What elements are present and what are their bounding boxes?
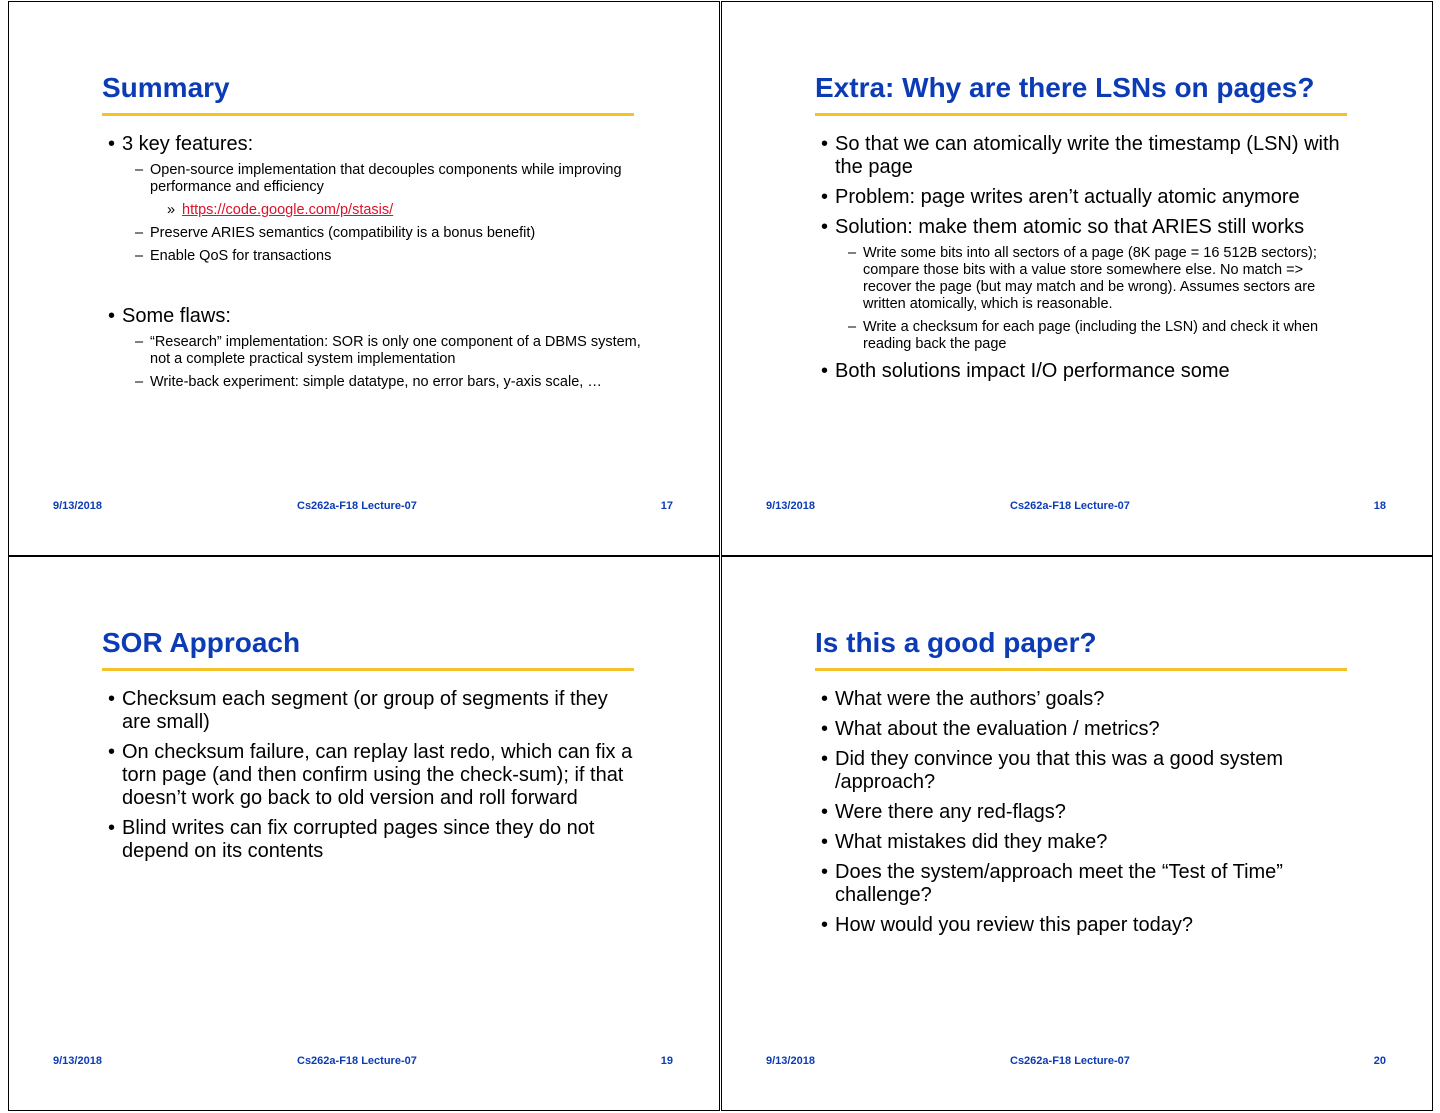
- slide-body: [815, 681, 1355, 937]
- bullet-text: Enable QoS for transactions: [150, 248, 332, 264]
- bullet-text: Were there any red-flags?: [835, 801, 1066, 823]
- bullet-marker: •: [821, 914, 829, 936]
- bullet-marker: •: [108, 741, 116, 763]
- bullet-item: [102, 202, 642, 219]
- bullet-marker: »: [167, 202, 176, 218]
- bullet-marker: •: [108, 305, 116, 327]
- bullet-item: [102, 162, 642, 196]
- bullet-marker: –: [848, 245, 857, 261]
- bullet-marker: –: [135, 374, 144, 390]
- title-underline: [815, 113, 1347, 116]
- bullet-item: [815, 801, 1355, 824]
- footer-date: 9/13/2018: [53, 500, 102, 512]
- bullet-text: What mistakes did they make?: [835, 831, 1108, 853]
- bullet-item: [815, 748, 1355, 794]
- bullet-text: What were the authors’ goals?: [835, 688, 1105, 710]
- slide-number: 20: [1373, 1055, 1386, 1067]
- bullet-text: Does the system/approach meet the “Test of Time” challenge?: [835, 861, 1283, 906]
- footer-date: 9/13/2018: [766, 500, 815, 512]
- slide-number: 18: [1373, 500, 1386, 512]
- bullet-text: Problem: page writes aren’t actually atomic anymore: [835, 186, 1300, 208]
- bullet-item: [815, 861, 1355, 907]
- footer-course: Cs262a-F18 Lecture-07: [297, 500, 417, 512]
- slide-body: [815, 126, 1355, 383]
- title-underline: [102, 113, 634, 116]
- bullet-marker: •: [821, 133, 829, 155]
- bullet-text: Both solutions impact I/O performance some: [835, 360, 1230, 382]
- bullet-text: Write-back experiment: simple datatype, no error bars, y-axis scale, …: [150, 374, 602, 390]
- bullet-item: [102, 133, 642, 156]
- bullet-item: [815, 186, 1355, 209]
- bullet-item: [102, 817, 642, 863]
- bullet-marker: •: [108, 133, 116, 155]
- bullet-item: [815, 914, 1355, 937]
- slide-20: [721, 556, 1433, 1111]
- bullet-marker: •: [821, 861, 829, 883]
- bullet-item: [102, 688, 642, 734]
- slide-body: [102, 681, 642, 863]
- slide-number: 19: [660, 1055, 673, 1067]
- slide-19: [8, 556, 720, 1111]
- footer-course: Cs262a-F18 Lecture-07: [1010, 1055, 1130, 1067]
- bullet-item: [815, 360, 1355, 383]
- bullet-item: [815, 216, 1355, 239]
- bullet-item: [815, 831, 1355, 854]
- bullet-marker: •: [821, 216, 829, 238]
- bullet-marker: –: [135, 334, 144, 350]
- slide-title: Extra: Why are there LSNs on pages?: [815, 72, 1315, 103]
- bullet-text: Write a checksum for each page (including the LSN) and check it when reading back the page: [863, 319, 1319, 352]
- bullet-marker: •: [821, 801, 829, 823]
- bullet-text: On checksum failure, can replay last redo, which can fix a torn page (and then confirm using the check-sum); if that doesn’t work go back to old version and roll forward: [122, 741, 633, 809]
- url-link[interactable]: https://code.google.com/p/stasis/: [182, 202, 394, 218]
- bullet-item: [102, 741, 642, 810]
- footer-date: 9/13/2018: [53, 1055, 102, 1067]
- spacer: [102, 265, 642, 298]
- bullet-item: [102, 305, 642, 328]
- bullet-marker: •: [821, 186, 829, 208]
- bullet-text: 3 key features:: [122, 133, 254, 155]
- bullet-item: [102, 374, 642, 391]
- bullet-marker: •: [821, 831, 829, 853]
- bullet-text: What about the evaluation / metrics?: [835, 718, 1160, 740]
- bullet-text: How would you review this paper today?: [835, 914, 1193, 936]
- title-underline: [102, 668, 634, 671]
- bullet-text: Blind writes can fix corrupted pages since they do not depend on its contents: [122, 817, 595, 862]
- bullet-text: Write some bits into all sectors of a page (8K page = 16 512B sectors); compare those bits with a value store somewhere else. No match => recover the page (but may match and be wrong). Assumes sectors are written atomically, which is reasonable.: [863, 245, 1317, 312]
- bullet-marker: •: [108, 817, 116, 839]
- bullet-item: [102, 248, 642, 265]
- bullet-text: Solution: make them atomic so that ARIES still works: [835, 216, 1305, 238]
- footer-course: Cs262a-F18 Lecture-07: [297, 1055, 417, 1067]
- footer-course: Cs262a-F18 Lecture-07: [1010, 500, 1130, 512]
- slide-18: [721, 1, 1433, 556]
- slide-title: Is this a good paper?: [815, 627, 1097, 658]
- slide-body: [102, 126, 642, 391]
- bullet-text: Checksum each segment (or group of segments if they are small): [122, 688, 608, 733]
- bullet-text: Preserve ARIES semantics (compatibility is a bonus benefit): [150, 225, 536, 241]
- slide-number: 17: [660, 500, 673, 512]
- bullet-text: Open-source implementation that decouples components while improving performance and efficiency: [150, 162, 622, 195]
- bullet-item: [102, 334, 642, 368]
- bullet-marker: •: [821, 748, 829, 770]
- bullet-marker: •: [108, 688, 116, 710]
- bullet-marker: –: [135, 162, 144, 178]
- title-underline: [815, 668, 1347, 671]
- bullet-text: So that we can atomically write the timestamp (LSN) with the page: [835, 133, 1340, 178]
- bullet-item: [815, 319, 1355, 353]
- bullet-item: [815, 718, 1355, 741]
- bullet-marker: –: [135, 248, 144, 264]
- bullet-text: Did they convince you that this was a good system /approach?: [835, 748, 1284, 793]
- bullet-item: [102, 225, 642, 242]
- bullet-marker: •: [821, 360, 829, 382]
- slide-title: Summary: [102, 72, 230, 103]
- bullet-text: Some flaws:: [122, 305, 231, 327]
- bullet-marker: –: [135, 225, 144, 241]
- bullet-item: [815, 688, 1355, 711]
- bullet-marker: •: [821, 688, 829, 710]
- bullet-marker: •: [821, 718, 829, 740]
- slide-title: SOR Approach: [102, 627, 301, 658]
- bullet-marker: –: [848, 319, 857, 335]
- bullet-text: “Research” implementation: SOR is only one component of a DBMS system, not a complete practical system implementation: [150, 334, 641, 367]
- bullet-item: [815, 133, 1355, 179]
- bullet-item: [815, 245, 1355, 313]
- footer-date: 9/13/2018: [766, 1055, 815, 1067]
- slide-17: [8, 1, 720, 556]
